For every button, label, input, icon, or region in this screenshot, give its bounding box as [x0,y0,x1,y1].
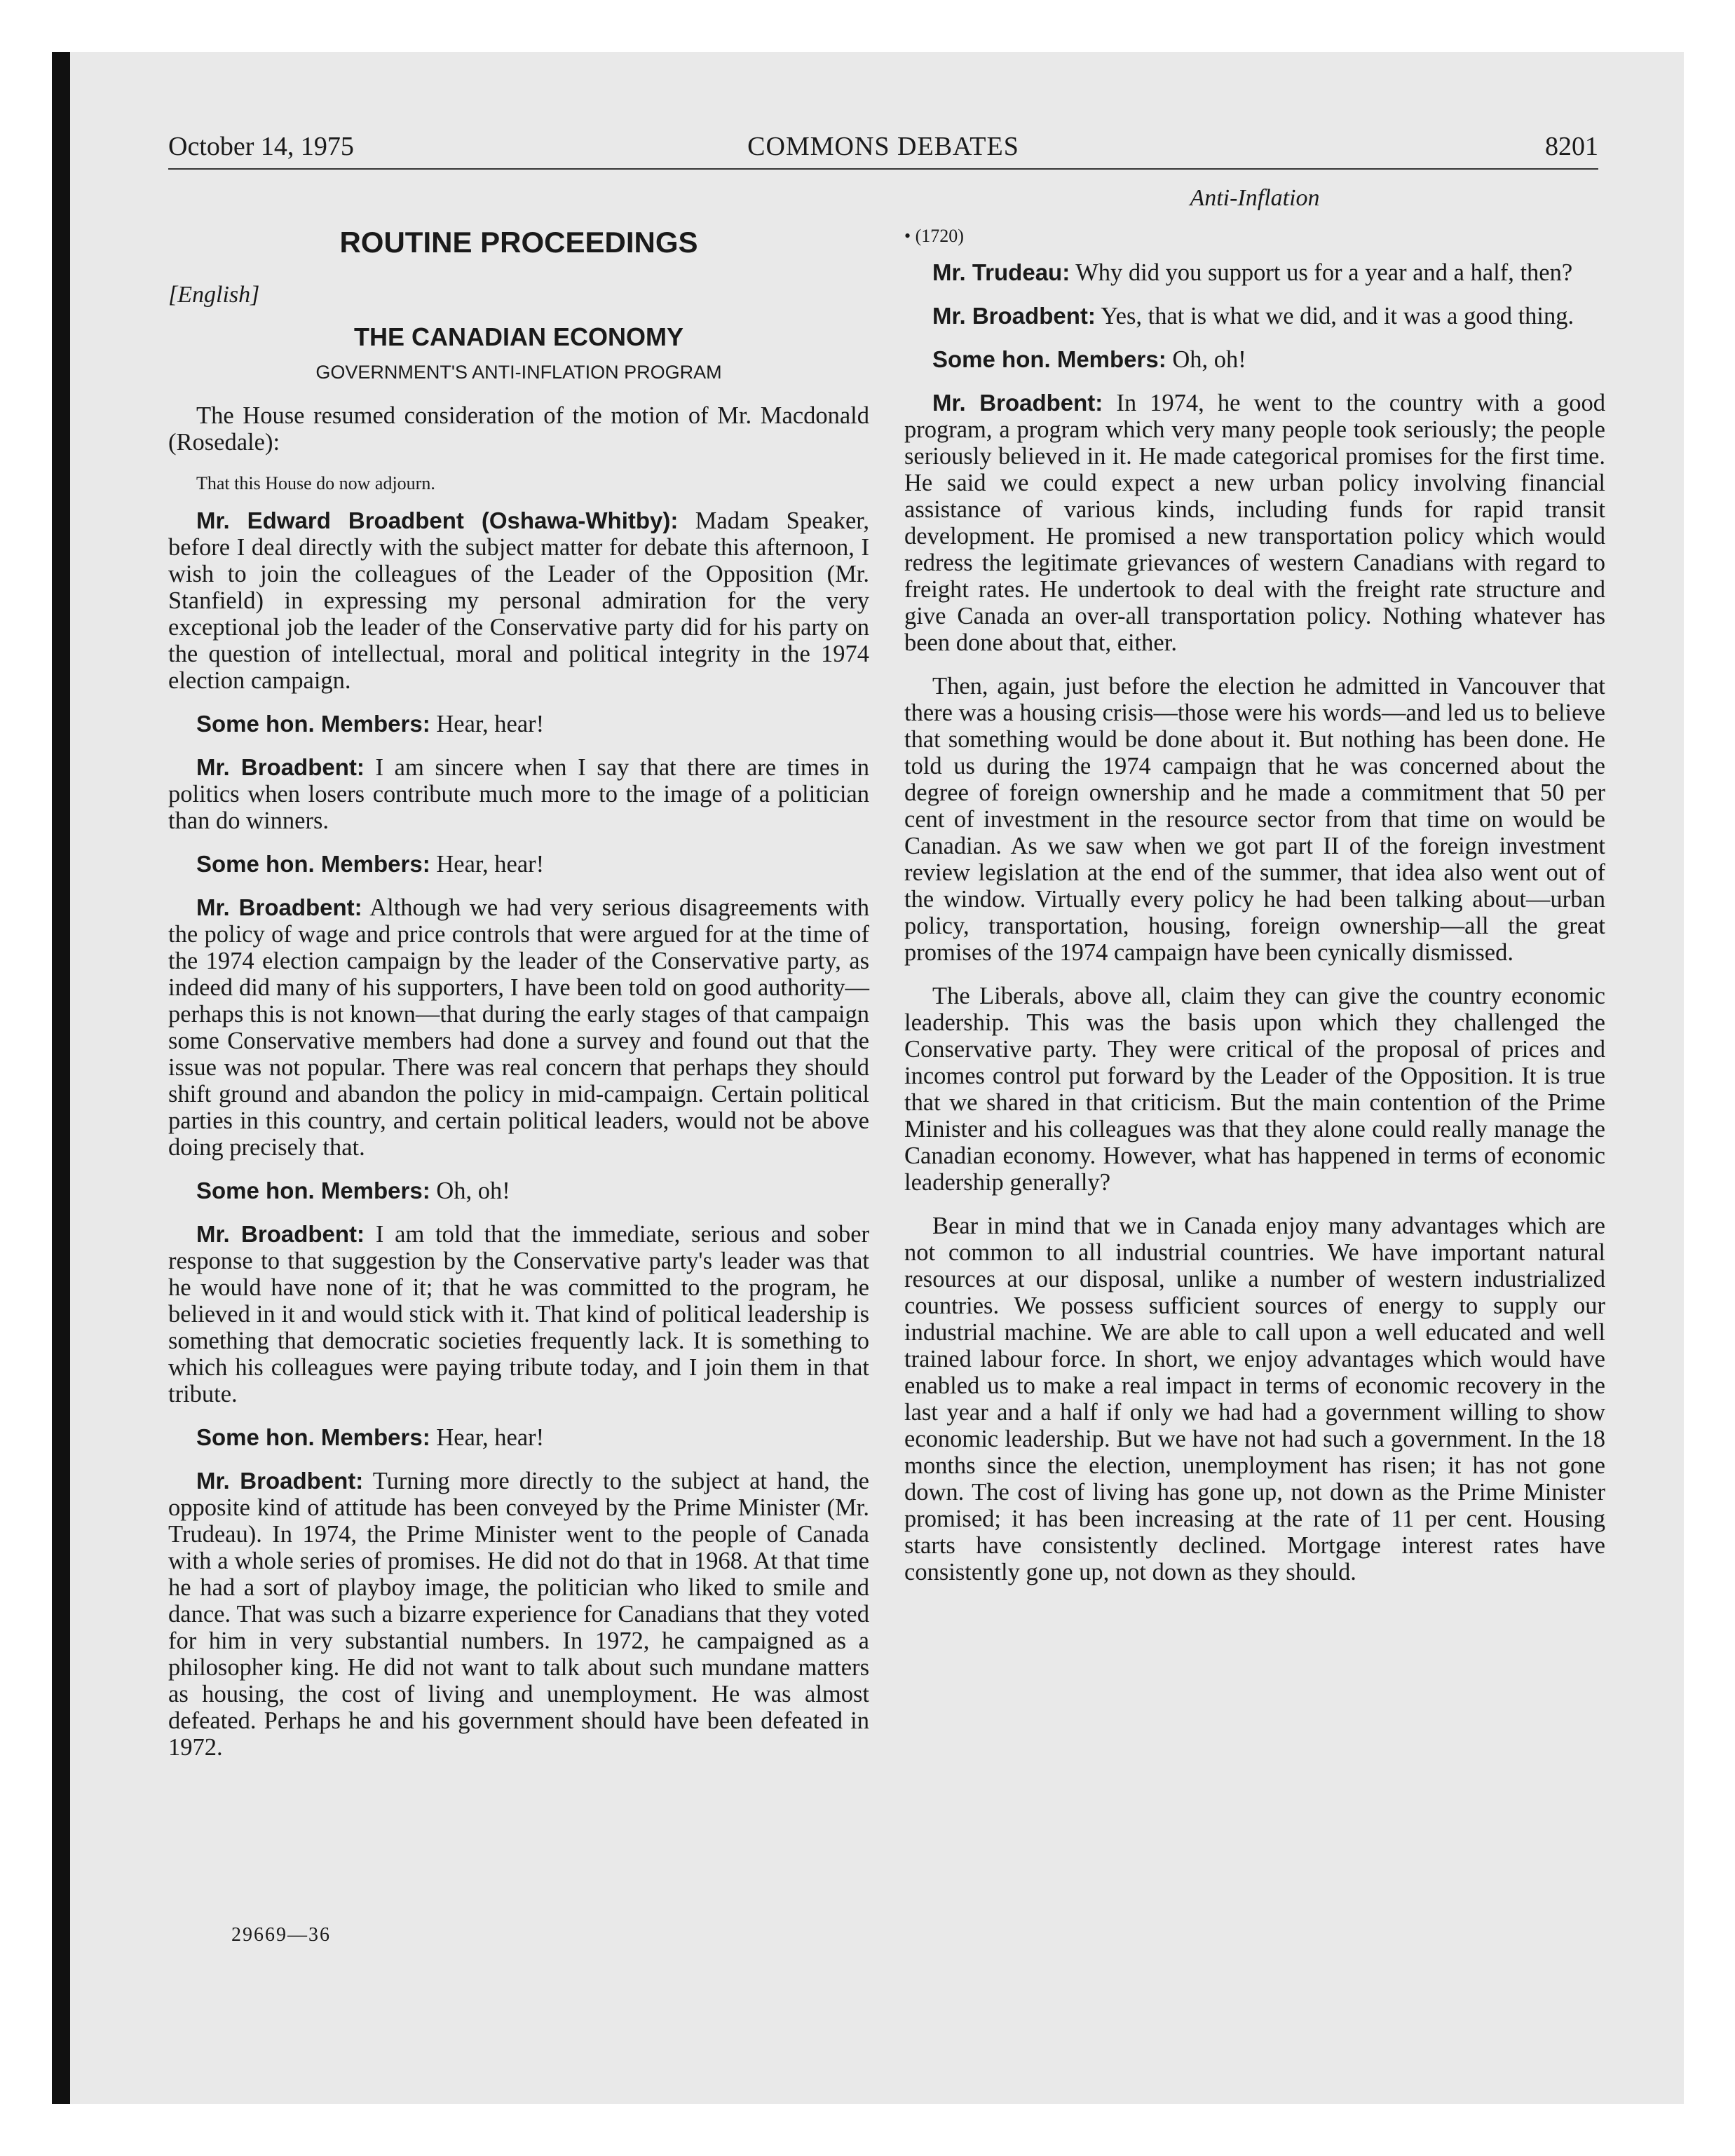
speech-text: Hear, hear! [436,1424,545,1451]
motion-text: That this House do now adjourn. [196,473,435,493]
left-column [168,175,869,1778]
speech-text: In 1974, he went to the country with a good program, a program which very many people took seriously; the people seriously believed in it. He made categorical promises for the first time. He said we could expect a new urban policy involving financial assistance of various kinds, including funds for rapid transit development. He promised a new transportation policy which would redress the legitimate grievances of western Canadians with regard to freight rates. He undertook to deal with the freight rate structure and give Canada an over-all transportation policy. Nothing whatever has been done about that, either. [904,390,1606,656]
speaker-name: Some hon. Members: [196,1178,430,1203]
speaker-name: Mr. Broadbent: [196,894,362,920]
language-marker: [English] [168,282,260,308]
speech-paragraph [168,711,869,737]
footer-code: 29669—36 [231,1924,331,1946]
header-rule [168,168,1598,170]
speaker-name: Mr. Broadbent: [196,1468,364,1494]
speech-paragraph [168,507,869,694]
speaker-name: Mr. Edward Broadbent (Oshawa-Whitby): [196,507,679,533]
speech-paragraph: The Liberals, above all, claim they can give the country economic leadership. This was the basis upon which they challenged the Conservative party. They were critical of the proposal of prices and incomes control put forward by the Leader of the Opposition. It is true that we shared in that criticism. But the main contention of the Prime Minister and his colleagues was that they alone could really manage the Canadian economy. However, what has happened in terms of economic leadership generally? [904,983,1605,1196]
speech-text: Hear, hear! [436,851,545,878]
section-heading: ROUTINE PROCEEDINGS [339,226,698,259]
speech-paragraph [168,1221,869,1407]
header-title: COMMONS DEBATES [747,132,1019,161]
speech-paragraph [168,851,869,878]
speech-text: Turning more directly to the subject at hand, the opposite kind of attitude has been conveyed by the Prime Minister (Mr. Trudeau). In 1974, the Prime Minister went to the people of Canada with a whole series of promises. He did not do that in 1968. At that time he had a sort of playboy image, the politician who liked to smile and dance. That was such a bizarre experience for Canadians that they voted for him in very substantial numbers. In 1972, he campaigned as a philosopher king. He did not want to talk about such mundane matters as housing, the cost of living and unemployment. He was almost defeated. Perhaps he and his government should have been defeated in 1972. [168,1468,869,1761]
speech-paragraph [904,346,1605,373]
speaker-name: Some hon. Members: [196,1424,430,1450]
speech-paragraph: Then, again, just before the election he admitted in Vancouver that there was a housing crisis—those were his words—and led us to believe that something would be done about it. But nothing has been done. He told us during the 1974 campaign that he was concerned about the degree of foreign ownership and he made a commitment that 50 per cent of investment in the resource sector from that time on would be Canadian. As we saw when we got part II of the foreign investment review legislation at the end of the summer, that idea also went out of the window. Virtually every policy he had been talking about—urban policy, transportation, housing, foreign ownership—all the great promises of the 1974 campaign have been cynically dismissed. [904,673,1605,966]
speech-paragraph [168,1178,869,1204]
speech-paragraph [904,390,1605,656]
header-date: October 14, 1975 [168,132,354,161]
speech-text: I am told that the immediate, serious and sober response to that suggestion by the Conservative party's leader was that he would have none of it; that he was committed to the program, he believed in it and would stick with it. That kind of political leadership is something that democratic societies frequently lack. It is something to which his colleagues were paying tribute today, and I join them in that tribute. [168,1221,870,1407]
resumed-paragraph: The House resumed consideration of the motion of Mr. Macdonald (Rosedale): [168,402,869,456]
speech-text: Oh, oh! [436,1178,510,1204]
speaker-name: Mr. Trudeau: [932,259,1070,285]
page-number: 8201 [1545,132,1598,161]
speech-text: Yes, that is what we did, and it was a good thing. [1101,303,1574,329]
speech-text: Hear, hear! [436,711,545,737]
speech-text: Madam Speaker, before I deal directly with the subject matter for debate this afternoon, I wish to join the colleagues of the Leader of the Opposition (Mr. Stanfield) in expressing my personal admiration for the very exceptional job the leader of the Conservative party did for his party on the question of intellectual, moral and political integrity in the 1974 election campaign. [168,507,869,694]
subject-heading: THE CANADIAN ECONOMY [353,322,683,351]
speaker-name: Mr. Broadbent: [932,303,1096,329]
timestamp: • (1720) [904,226,964,246]
speech-paragraph: Bear in mind that we in Canada enjoy many advantages which are not common to all industrial countries. We have important natural resources at our disposal, unlike a number of western industrialized countries. We possess sufficient sources of energy to supply our industrial machine. We are able to call upon a well educated and well trained labour force. In short, we enjoy advantages which would have enabled us to make a real impact in terms of economic recovery in the last year and a half if only we had had a government willing to show economic leadership. But we have not had such a government. In the 18 months since the election, unemployment has risen; it has not gone down. The cost of living has gone up, not down as the Prime Minister promised; it has been increasing at the rate of 11 per cent. Housing starts have consistently declined. Mortgage interest rates have consistently gone up, not down as they should. [904,1213,1605,1585]
speaker-name: Some hon. Members: [196,851,430,877]
speaker-name: Mr. Broadbent: [196,754,365,780]
page-header [168,130,1598,163]
running-head: Anti-Inflation [1190,185,1320,211]
speech-paragraph [168,754,869,834]
speaker-name: Mr. Broadbent: [196,1221,365,1247]
speaker-name: Some hon. Members: [932,346,1166,372]
binding-edge [52,52,70,2104]
speech-paragraph [904,303,1605,329]
speech-text: Why did you support us for a year and a half, then? [1075,259,1573,286]
speech-text: I am sincere when I say that there are times in politics when losers contribute much more to the image of a politician than do winners. [168,754,869,834]
speech-text: Oh, oh! [1172,346,1246,373]
speech-paragraph [168,1424,869,1451]
speaker-name: Mr. Broadbent: [932,390,1103,416]
speech-paragraph [904,259,1605,286]
speech-text: Although we had very serious disagreements with the policy of wage and price controls that were argued for at the time of the 1974 election campaign by the leader of the Conservative party, as indeed did many of his supporters, I have been told on good authority—perhaps this is not known—that during the early stages of that campaign some Conservative members had done a survey and found out that the issue was not popular. There was real concern that perhaps they should shift ground and abandon the policy in mid-campaign. Certain political parties in this country, and certain political leaders, would not be above doing precisely that. [168,894,869,1161]
subsubject-heading: GOVERNMENT'S ANTI-INFLATION PROGRAM [315,362,722,383]
speech-paragraph [168,1468,869,1761]
speech-paragraph [168,894,869,1161]
right-column [904,175,1605,1602]
speaker-name: Some hon. Members: [196,711,430,737]
